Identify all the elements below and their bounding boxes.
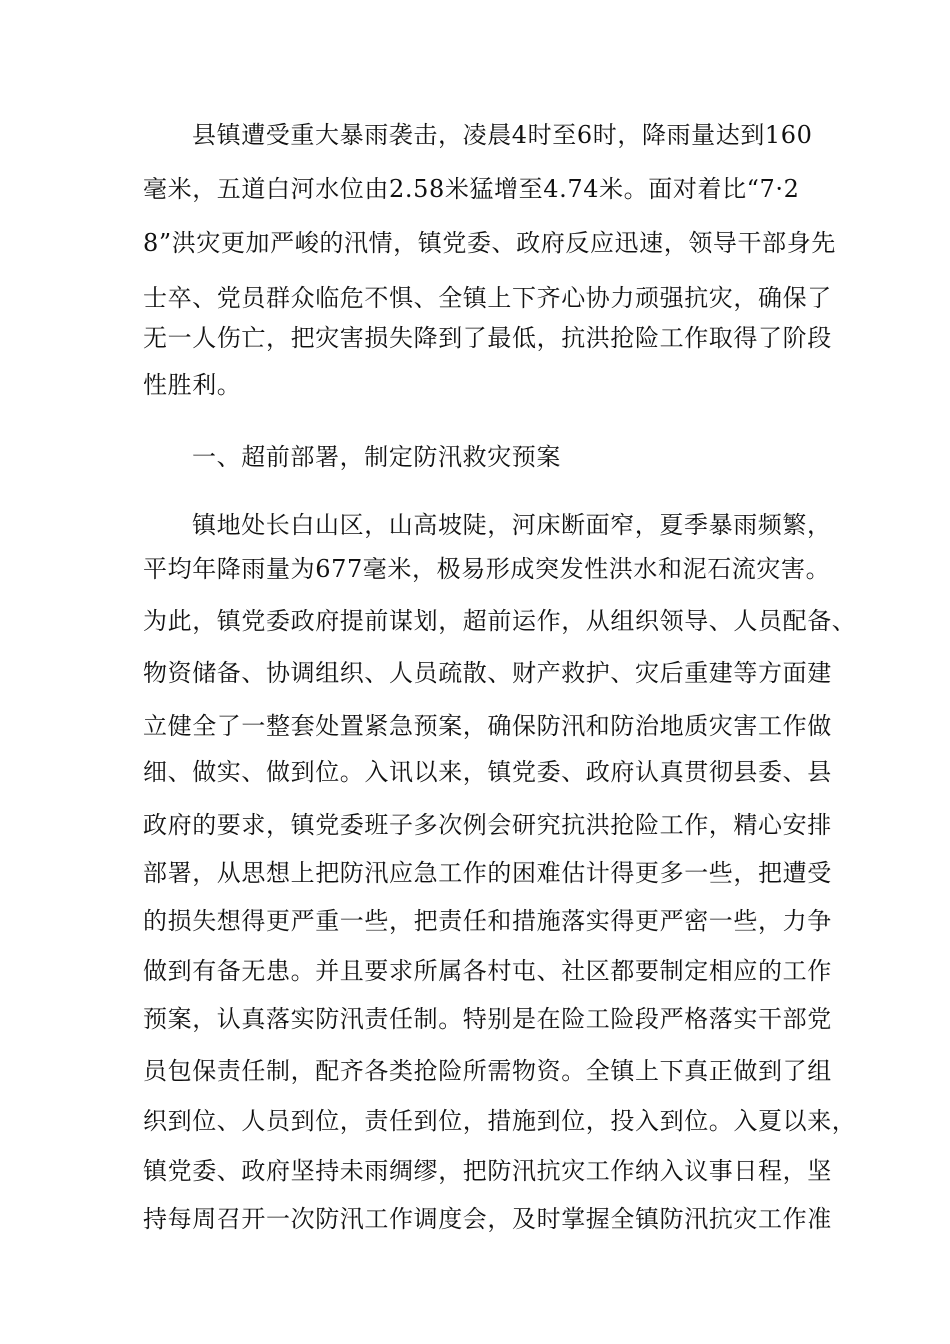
text-line: 无一人伤亡，把灾害损失降到了最低，抗洪抢险工作取得了阶段	[143, 324, 832, 352]
text-line: 预案，认真落实防汛责任制。特别是在险工险段严格落实干部党	[143, 1005, 832, 1033]
text-line: 毫米，五道白河水位由2.58米猛增至4.74米。面对着比“7·2	[143, 175, 800, 203]
text-line: 为此，镇党委政府提前谋划，超前运作，从组织领导、人员配备、	[143, 607, 857, 635]
text-line: 镇党委、政府坚持未雨绸缪，把防汛抗灾工作纳入议事日程，坚	[143, 1157, 832, 1185]
text-line: 部署，从思想上把防汛应急工作的困难估计得更多一些，把遭受	[143, 859, 832, 887]
section-heading: 一、超前部署，制定防汛救灾预案	[192, 443, 561, 471]
text-line: 士卒、党员群众临危不惧、全镇上下齐心协力顽强抗灾，确保了	[143, 284, 832, 312]
text-line: 政府的要求，镇党委班子多次例会研究抗洪抢险工作，精心安排	[143, 811, 832, 839]
text-line: 立健全了一整套处置紧急预案，确保防汛和防治地质灾害工作做	[143, 712, 832, 740]
text-line: 平均年降雨量为677毫米，极易形成突发性洪水和泥石流灾害。	[143, 555, 831, 583]
text-line: 8”洪灾更加严峻的汛情，镇党委、政府反应迅速，领导干部身先	[143, 229, 836, 257]
text-line: 县镇遭受重大暴雨袭击，凌晨4时至6时，降雨量达到160	[192, 121, 813, 149]
text-line: 的损失想得更严重一些，把责任和措施落实得更严密一些，力争	[143, 907, 832, 935]
text-line: 做到有备无患。并且要求所属各村屯、社区都要制定相应的工作	[143, 957, 832, 985]
text-line: 镇地处长白山区，山高坡陡，河床断面窄，夏季暴雨频繁，	[192, 511, 832, 539]
text-line: 物资储备、协调组织、人员疏散、财产救护、灾后重建等方面建	[143, 659, 832, 687]
text-line: 细、做实、做到位。入讯以来，镇党委、政府认真贯彻县委、县	[143, 758, 832, 786]
text-line: 员包保责任制，配齐各类抢险所需物资。全镇上下真正做到了组	[143, 1057, 832, 1085]
text-line: 持每周召开一次防汛工作调度会，及时掌握全镇防汛抗灾工作准	[143, 1205, 832, 1233]
text-line: 性胜利。	[143, 371, 242, 399]
text-line: 织到位、人员到位，责任到位，措施到位，投入到位。入夏以来，	[143, 1107, 857, 1135]
